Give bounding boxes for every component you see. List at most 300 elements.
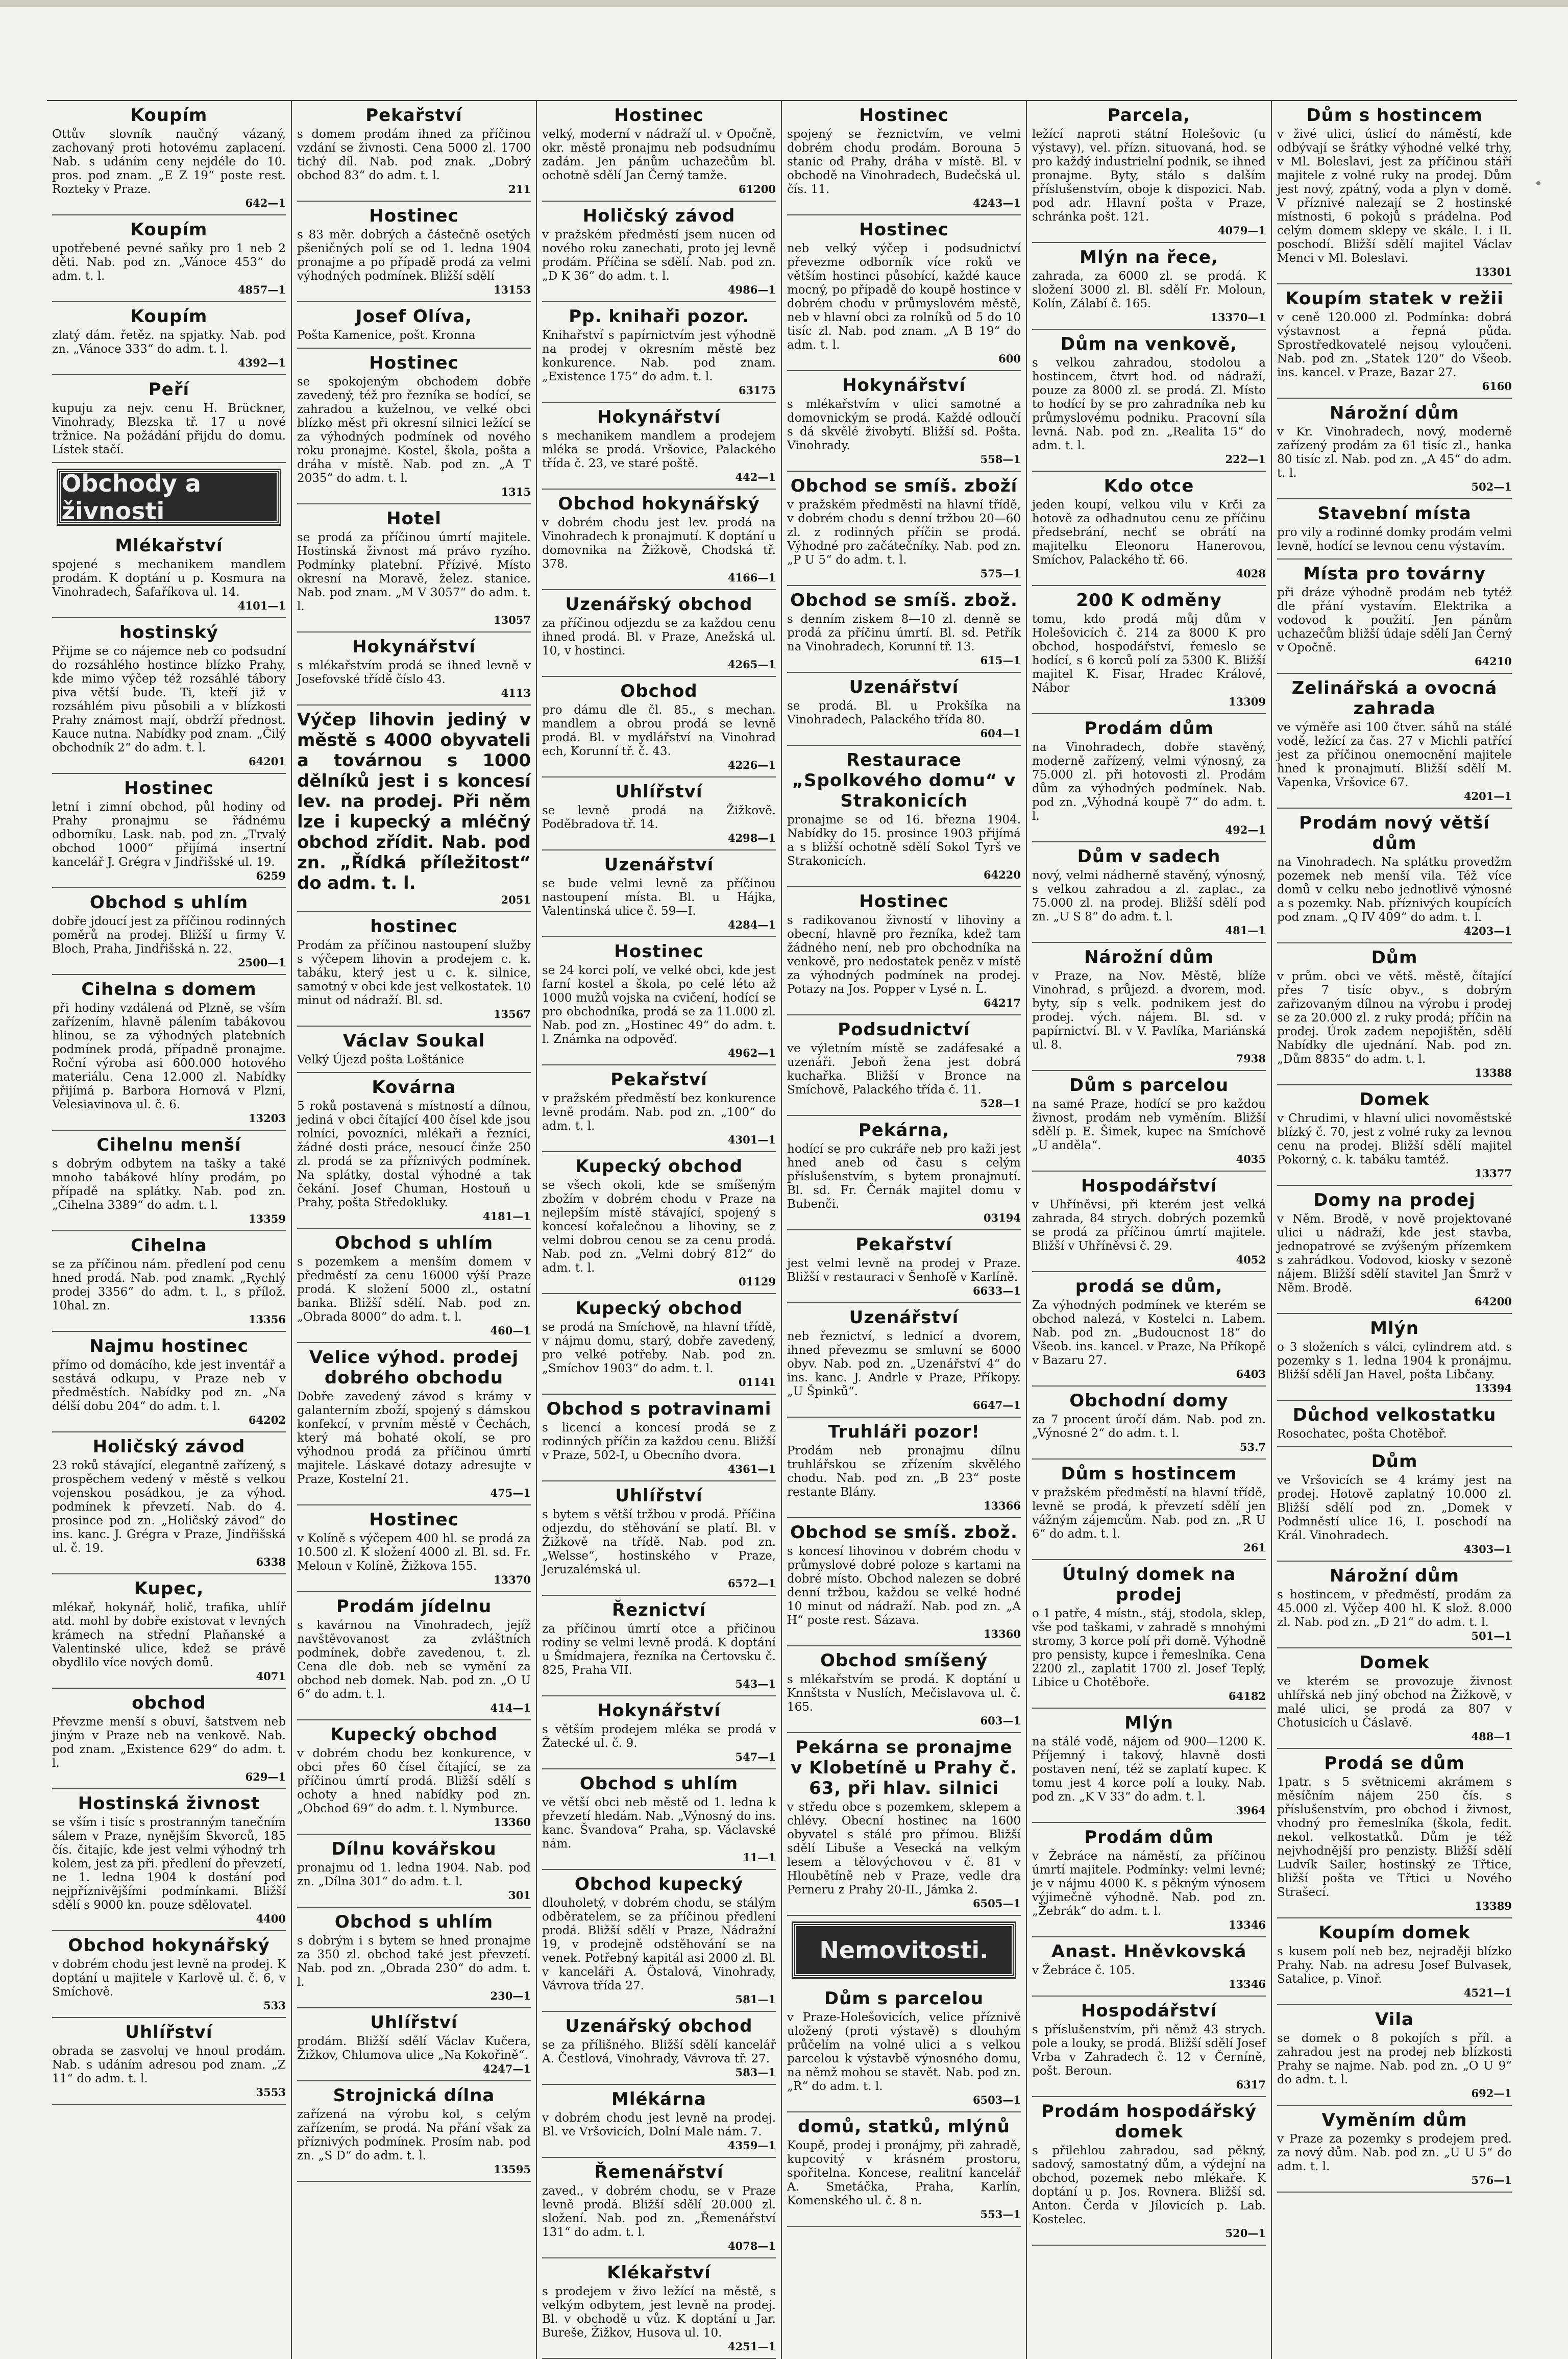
ad-reference-number: 475—1 (490, 1487, 531, 1499)
ad-heading: Dům v sadech (1077, 846, 1221, 867)
classified-ad (297, 2008, 531, 2081)
classified-ads-page (47, 100, 1517, 2353)
classified-ad (542, 202, 776, 302)
classified-ad (297, 202, 531, 302)
classified-ad (1277, 1314, 1512, 1401)
ad-reference-number: 64217 (983, 996, 1021, 1009)
ad-body: s kusem polí neb bez, nejraději blízko Prahy. Nab. na adresu Josef Bulvasek, Satalice, p. Vinoř. (1277, 1945, 1512, 1986)
ad-reference-number: 4400 (256, 1912, 286, 1925)
ad-reference-number: 13346 (1228, 1978, 1266, 1990)
column-4 (782, 101, 1027, 2359)
classified-ad (1277, 101, 1512, 284)
ad-body: s mechanikem mandlem a prodejem mléka se prodá. Vršovice, Palackého třída č. 23, ve staré poště. (542, 429, 776, 470)
ad-heading: Uzenářský obchod (565, 2016, 753, 2036)
ad-reference-number: 4298—1 (727, 832, 776, 844)
ad-body: pro dámu dle čl. 85., s mechan. mandlem a obrou prodá se levně prodá. Bl. v mydlářství na Vinohrad ech, Korunní tř. č. 43. (542, 703, 776, 758)
classified-ad (542, 677, 776, 777)
ad-body: ve Vršovicích se 4 krámy jest na prodej. Hotově zaplatný 10.000 zl. Bližší sdělí pod zn. „Domek v Podmněstí ulice 16, I. poschodí na Král. Vinohradech. (1277, 1474, 1512, 1542)
ad-body: ležící naproti státní Holešovic (u výstavy), vel. přízn. situovaná, hod. se pro každý industrielní podnik, se ihned pronajme. Byty, stálo s dalším příslušenstvím, oboje k dispozici. Nab. pod adr. Hlavní pošta v Praze, schránka pošt. 121. (1032, 128, 1266, 224)
ad-body: s koncesí lihovinou v dobrém chodu v průmyslové dobré poloze s kartami na dobré místo. Obchod nalezen se dobré denní tržbou, každou se velké hodné 10 minut od nádraží. Nab. pod zn. „A H“ poste rest. Sázava. (787, 1545, 1021, 1627)
classified-ad (1032, 943, 1266, 1071)
ad-body: jeden koupí, velkou vilu v Krči za hotově za odhadnutou cenu ze příčinu předsebrání, nechť se obrátí na majitelku Eleonoru Hanerovou, Smíchov, Palackého tř. 66. (1032, 498, 1266, 567)
ad-reference-number: 261 (1243, 1541, 1266, 1554)
ad-body: pronajme se od 16. března 1904. Nabídky do 15. prosince 1903 přijímá a s bližší ochotně sdělí Sokol Tyrš ve Strakonicích. (787, 813, 1021, 868)
ad-reference-number: 533 (263, 1999, 286, 2012)
ad-reference-number: 4359—1 (727, 2139, 776, 2152)
classified-ad (297, 302, 531, 349)
ad-heading: Uhlířství (125, 2022, 213, 2042)
ad-body: 1patr. s 5 světnicemi akrámem s měsíčním nájem 250 čís. s příslušenstvím, pro obchod i živnost, vhodný pro řemeslníka (škola, fedit. nekol. velkostatků. Dům je též nejvhodnější pro penzisty. Bližší sdělí Ludvík Sailer, hostinský ze Třtice, bližší pošta ve Třtici u Nového Strašecí. (1277, 1776, 1512, 1899)
ad-body: letní i zimní obchod, půl hodiny od Prahy pronajmu se řádnému odborníku. Lask. nab. pod zn. „Trvalý obchod 1000“ přijímá insertní kancelář J. Grégra v Jindřišské ul. 19. (52, 800, 286, 869)
ad-heading: Pekařství (855, 1234, 952, 1255)
ad-reference-number: 230—1 (490, 1989, 531, 2002)
ad-body: v Praze, na Nov. Městě, blíže Vinohrad, s průjezd. a dvorem, mod. byty, síp s velk. podnikem jest do prodej. vých. nájem. Bl. sd. v papírnictví. Bl. v V. Pavlíka, Mariánská ul. 8. (1032, 969, 1266, 1052)
classified-ad (297, 1073, 531, 1229)
ad-reference-number: 13567 (493, 1008, 531, 1020)
classified-ad (542, 777, 776, 850)
ad-heading: Domek (1359, 1652, 1430, 1673)
ad-body: se prodá na Smíchově, na hlavní třídě, v nájmu domu, starý, dobře zavedený, pro velké potřeby. Nab. pod zn. „Smíchov 1903“ do adm. t. l. (542, 1321, 776, 1375)
ad-reference-number: 03194 (983, 1211, 1021, 1224)
ad-heading: Dům (1371, 947, 1418, 968)
ad-heading: Hostinec (369, 1510, 459, 1530)
ad-reference-number: 6647—1 (972, 1399, 1021, 1412)
ad-heading: Obchod s uhlím (334, 1233, 494, 1253)
ad-body: s 83 měr. dobrých a částečně osetých pšeničných polí se od 1. ledna 1904 pronajme a po případě prodá za velmi výhodných podmínek. Bližší sdělí (297, 228, 531, 283)
ad-body: Prodám za příčinou nastoupení služby s výčepem lihovin a prodejem c. k. tabáku, který jest u c. k. silnice, samotný v obci kde jest velkostatek. 10 minut od nádraží. Bl. sd. (297, 939, 531, 1007)
classified-ad (1032, 472, 1266, 586)
ad-reference-number: 460—1 (490, 1324, 531, 1337)
column-5 (1027, 101, 1272, 2359)
ad-heading: Podsudnictví (838, 1019, 970, 1040)
classified-ad (52, 888, 286, 975)
ad-body: Přijme se co nájemce neb co podsudní do rozsáhlého hostince blízko Prahy, kde mimo výčep též rozsáhlé tábory piva větší bude. Ti, kteří již v rozsáhlém pivu působili a v blízkosti Prahy známost mají, obdrží přednost. Kauce nutna. Nabídky pod znam. „Čilý obchodník 2“ do adm. t. l. (52, 645, 286, 755)
ad-heading: Josef Olíva, (355, 306, 473, 327)
classified-ad (52, 1332, 286, 1432)
ad-body: tomu, kdo prodá můj dům v Holešovicích č. 214 za 8000 K pro obchod, hospodářství, řemeslo se hodící, s 6 korců polí za 5300 K. Bližší majitel K. Fisar, Hradec Králové, Nábor (1032, 613, 1266, 695)
ad-heading: prodá se dům, (1075, 1276, 1223, 1297)
ad-reference-number: 4392—1 (237, 356, 286, 369)
ad-heading: Dům s parcelou (824, 1988, 984, 2009)
classified-ad (787, 1984, 1021, 2112)
ad-body: přímo od domácího, kde jest inventář a sestává odkupu, v Praze neb v předměstích. Nabídky pod zn. „Na délší dobu 204“ do adm. t. l. (52, 1358, 286, 1413)
classified-ad (787, 1116, 1021, 1230)
ad-body: se za příčinou nám. předlení pod cenu hned prodá. Nab. pod znamk. „Rychlý prodej 3356“ do adm. t. l., s přílož. 10hal. zn. (52, 1258, 286, 1312)
classified-ad (787, 101, 1021, 215)
ad-reference-number: 692—1 (1471, 2087, 1512, 2100)
ad-body: s větším prodejem mléka se prodá v Žatecké ul. č. 9. (542, 1723, 776, 1750)
ad-body: Velký Újezd pošta Loštánice (297, 1053, 464, 1066)
ad-body: v prům. obci ve větš. městě, čítající přes 7 tisíc obyv., s dobrým zařizovaným dílnou na výrobu i prodej se za 20.000 zl. z ruky prodá; příčin na prodej. Úrok zadem nepojištěn, sdělí Nabídky dle ujednání. Nab. pod zn. „Dům 8835“ do adm. t. l. (1277, 970, 1512, 1066)
ad-body: v Kr. Vinohradech, nový, moderně zařízený prodám za 61 tisíc zl., hanka 80 tisíc zl. Nab. pod zn. „A 45“ do adm. t. l. (1277, 425, 1512, 480)
classified-ad (1277, 499, 1512, 560)
ad-body: ve kterém se provozuje živnost uhlířská neb jiný obchod na Žižkově, v malé ulici, se prodá za 807 v Chotusicích u Čáslavě. (1277, 1675, 1512, 1730)
ad-reference-number: 11—1 (743, 1851, 776, 1864)
ad-reference-number: 4962—1 (727, 1047, 776, 1059)
classified-ad (787, 746, 1021, 887)
ad-body: v dobrém chodu jest levně na prodej. Bl. ve Vršovicích, Dolní Male nám. 7. (542, 2111, 776, 2138)
classified-ad (787, 371, 1021, 472)
ad-reference-number: 6317 (1236, 2078, 1266, 2091)
ad-body: za příčinou úmrtí otce a přičinou rodiny se velmi levně prodá. K doptání u Šmídmajera, řezníka na Čertovsku č. 825, Praha VII. (542, 1622, 776, 1677)
ad-heading: Obchod s potravinami (546, 1399, 772, 1419)
classified-ad (52, 1931, 286, 2018)
classified-ad (787, 586, 1021, 673)
ad-heading: Koupím statek v režii (1285, 288, 1504, 309)
ad-reference-number: 604—1 (980, 727, 1021, 740)
classified-ad (1277, 1447, 1512, 1562)
ad-heading: Hostinec (614, 105, 704, 126)
classified-ad (542, 1395, 776, 1481)
ad-reference-number: 4284—1 (727, 918, 776, 931)
ad-heading: Truhláři pozor! (828, 1422, 980, 1442)
ad-body: s dobrým odbytem na tašky a také mnoho tabákové hlíny prodám, po případě na splátky. Nab. pod zn. „Cihelna 3389“ do adm. t. l. (52, 1157, 286, 1212)
ad-body: neb řeznictví, s lednicí a dvorem, ihned převezmu se smluvní se 6000 obyv. Nab. pod zn. „Uzenářství 4“ do ins. kanc. J. Andrle v Praze, Příkopy. „U Špinků“. (787, 1330, 1021, 1398)
ad-body: na stálé vodě, nájem od 900—1200 K. Příjemný i takový, hlavně dosti postaven není, též se zaplatí kupec. K tomu jest 4 korce polí a louky. Nab. pod zn. „K V 33“ do adm. t. l. (1032, 1735, 1266, 1804)
ad-body: v středu obce s pozemkem, sklepem a chlévy. Obecní hostinec na 1600 obyvatel s stálé pro přímou. Bližší sdělí Libuše a Vesecká na velkým lesem a tělovýchovou v č. 81 v Hloubětíně neb v Praze, vedle dra Perneru z Prahy 20-II., Jámka 2. (787, 1801, 1021, 1896)
ad-body: o 3 složeních s válci, cylindrem atd. s pozemky s 1. ledna 1904 k pronájmu. Bližší sdělí Jan Havel, pošta Libčany. (1277, 1341, 1512, 1381)
classified-ad (542, 1152, 776, 1294)
classified-ad (52, 1432, 286, 1574)
ad-body: spojený se řeznictvím, ve velmi dobrém chodu prodám. Borouna 5 stanic od Prahy, dráha v místě. Bl. v obchodě na Vinohradech, Budečská ul. čís. 11. (787, 128, 1021, 196)
classified-ad (787, 1418, 1021, 1518)
section-banner: Nemovitosti. (793, 1923, 1014, 1977)
ad-heading: Uzenářský obchod (565, 594, 753, 615)
classified-ad (1032, 1823, 1266, 1937)
ad-reference-number: 6633—1 (972, 1284, 1021, 1297)
classified-ad (297, 1027, 531, 1073)
ad-body: kupuju za nejv. cenu H. Brückner, Vinohrady, Blezska tř. 17 u nové tržnice. Na požádání přijdu do domu. Lístek stačí. (52, 402, 286, 456)
classified-ad (52, 1574, 286, 1689)
ad-heading: Václav Soukal (342, 1031, 485, 1051)
classified-ad (1032, 1172, 1266, 1272)
ad-reference-number: 600 (998, 352, 1021, 365)
ad-body: ve větší obci neb městě od 1. ledna k převzetí hledám. Nab. „Výnosný do ins. kanc. Švandova“ Praha, sp. Václavské nám. (542, 1796, 776, 1851)
classified-ad (1032, 586, 1266, 714)
ad-reference-number: 4071 (256, 1670, 286, 1683)
classified-ad (787, 1646, 1021, 1733)
ad-heading: Klékařství (607, 2263, 711, 2283)
column-3 (537, 101, 782, 2359)
ad-heading: Koupím (130, 306, 208, 327)
ad-reference-number: 442—1 (735, 471, 776, 483)
ad-reference-number: 13370—1 (1210, 311, 1266, 324)
ad-heading: Dílnu kovářskou (331, 1839, 497, 1859)
classified-ad (1277, 2005, 1512, 2106)
classified-ad (1032, 1937, 1266, 1997)
ad-reference-number: 2051 (501, 893, 531, 906)
ad-reference-number: 6160 (1482, 380, 1512, 393)
ad-reference-number: 6338 (256, 1555, 286, 1568)
ad-body: za 7 procent úročí dám. Nab. pod zn. „Výnosné 2“ do adm. t. l. (1032, 1413, 1266, 1440)
classified-ad (1032, 330, 1266, 472)
classified-ad (297, 912, 531, 1027)
ad-heading: Cihelnu menší (96, 1135, 241, 1155)
ad-reference-number: 3964 (1236, 1804, 1266, 1817)
ad-reference-number: 64200 (1474, 1295, 1512, 1308)
classified-ad (542, 302, 776, 403)
classified-ad (1277, 1648, 1512, 1749)
ad-body: mlékař, hokynář, holič, trafika, uhlíř atd. mohl by dobře existovat v levných krámech na střední Plaňanské a Valentinské ulice, kdež se právě obydlilo více nových domů. (52, 1601, 286, 1669)
classified-ad (542, 1065, 776, 1152)
ad-body: ve výměře asi 100 čtver. sáhů na stálé vodě, ležící za čas. 27 v Michli patřící jest za příčinou onemocnění majitele hned k pronajmutí. Bližší sdělí M. Vapenka, Vršovice 67. (1277, 721, 1512, 789)
classified-ad (1277, 2106, 1512, 2193)
ad-reference-number: 7938 (1236, 1052, 1266, 1065)
ad-heading: Restaurace „Spolkového domu“ v Strakonicích (792, 750, 1016, 811)
classified-ad (1277, 1085, 1512, 1186)
ad-body: Ottův slovník naučný vázaný, zachovaný proti hotovému zaplacení. Nab. s udáním ceny nejdéle do 10. pros. pod znam. „E Z 19“ poste rest. Rozteky v Praze. (52, 128, 286, 196)
ad-body: Koupě, prodej i pronájmy, při zahradě, kupcovitý v krásném prostoru, spořitelna. Koncese, realitní kancelář A. Smetáčka, Praha, Karlín, Komenského ul. č. 8 n. (787, 2139, 1021, 2207)
ad-body: v dobrém chodu bez konkurence, v obci přes 60 čísel čítající, se za příčinou úmrtí prodá. Bližší sdělí s ochoty a hned nabídky pod zn. „Obchod 69“ do adm. t. l. Nymburce. (297, 1747, 531, 1815)
classified-ad (52, 101, 286, 215)
ad-body: s radikovanou živností v lihoviny a obecní, hlavně pro řezníka, kdež tam žádného není, neb pro obchodníka na venkově, pro nedostatek peněz v místě za výhodných podmínek na prodej. Potazy na Jos. Popper v Lysé n. L. (787, 914, 1021, 996)
ad-body: Rosochatec, pošta Chotěboř. (1277, 1427, 1447, 1441)
ad-reference-number: 414—1 (490, 1701, 531, 1714)
classified-ad (787, 1733, 1021, 1916)
page-edge-shadow (0, 0, 1568, 7)
ad-body: při hodiny vzdálená od Plzně, se vším zařízením, hlavně pálením tabákovou hlinou, se za výhodných platebních podmínek prodá, případně pronajme. Roční výroba asi 600.000 hotového materiálu. Cena 12.000 zl. Nabídky přijímá p. Barbora Hornová v Plzni, Velesiavinova ul. č. 6. (52, 1002, 286, 1111)
classified-ad (297, 1343, 531, 1505)
ad-reference-number: 4265—1 (727, 658, 776, 671)
ad-reference-number: 13360 (983, 1627, 1021, 1640)
ad-reference-number: 4201—1 (1463, 790, 1512, 802)
ad-body: v Praze-Holešovicích, velice příznivě uložený (proti výstavě) s dlouhým průčelím na volné ulici a s velkou parcelou k výstavbě výnosného domu, na němž mohou se stavět. Nab. pod zn. „R“ do adm. t. l. (787, 2011, 1021, 2093)
classified-ad (1032, 243, 1266, 330)
ad-reference-number: 6572—1 (727, 1577, 776, 1590)
classified-ad (1277, 1401, 1512, 1447)
ad-body: s prodejem v živo ležící na městě, s velkým odbytem, jest levně na prodej. Bl. v obchodě u vůz. K doptání u Jar. Bureše, Žižkov, Husova ul. 10. (542, 2285, 776, 2340)
classified-ad (787, 215, 1021, 371)
ad-heading: Vila (1375, 2009, 1414, 2030)
section-banner: Obchody a živnosti (58, 470, 279, 524)
ad-heading: Vyměním dům (1321, 2110, 1467, 2130)
classified-ad (1032, 1387, 1266, 1460)
ad-body: Výčep lihovin jediný v městě s 4000 obyvateli a továrnou s 1000 dělníků jest i s koncesí lev. na prodej. Při něm lze i kupecký a mléčný obchod zřídit. Nab. pod zn. „Řídká příležitost“ do adm. t. l. (297, 710, 531, 893)
ad-heading: Uhlířství (615, 1486, 703, 1506)
ad-body: v živé ulici, úslicí do náměstí, kde odbývají se šrátky výhodné velké trhy, v Ml. Boleslavi, jest za příčinou stáří majitele z volné ruky na prodej. Dům jest nový, zpátný, voda a plyn v domě. V příznivé nalezají se 2 hostinské místnosti, 6 pokojů s prádelna. Pod celým domem sklepy ve skále. I. i II. poschodí. Bližší sdělí majitel Václav Menci v Ml. Boleslavi. (1277, 128, 1512, 265)
ad-heading: Obchod s uhlím (334, 1912, 494, 1932)
ad-heading: Hostinec (614, 941, 704, 962)
ad-heading: Zelinářská a ovocná zahrada (1291, 678, 1498, 719)
classified-ad (787, 1518, 1021, 1646)
classified-ad (297, 1908, 531, 2008)
ad-body: v pražském předměstí na hlavní třídě, v dobrém chodu s denní tržbou 20—60 zl. z rodinných příčin se prodá. Výhodné pro začátečníky. Nab. pod zn. „P U 5“ do adm. t. l. (787, 498, 1021, 567)
ad-reference-number: 64182 (1228, 1690, 1266, 1703)
ad-body: nový, velmi nádherně stavěný, výnosný, s velkou zahradou a zl. zaplac., za 75.000 zl. na prodej. Bližší sdělí pod zn. „U S 8“ do adm. t. l. (1032, 869, 1266, 923)
ad-body: při dráze výhodně prodám neb tytéž dle přání vystavím. Elektrika a vodovod k použití. Jen pánům uchazečům bližší údaje sdělí Jan Černý v Opočně. (1277, 586, 1512, 654)
ad-heading: Holičský závod (582, 206, 736, 226)
ad-heading: Důchod velkostatku (1292, 1405, 1497, 1425)
classified-ad (542, 1294, 776, 1395)
classified-ad (787, 887, 1021, 1015)
ad-reference-number: 543—1 (735, 1677, 776, 1690)
ad-reference-number: 4035 (1236, 1153, 1266, 1165)
classified-ad (1277, 1562, 1512, 1648)
classified-ad (52, 215, 286, 302)
ad-reference-number: 64220 (983, 868, 1021, 881)
ad-body: s licencí a koncesí prodá se z rodinných příčin za každou cenu. Bližší v Praze, 502-I, u Obecního dvora. (542, 1421, 776, 1462)
ad-body: v Praze za pozemky s prodejem pred. za nový dům. Nab. pod zn. „U U 5“ do adm. t. l. (1277, 2132, 1512, 2173)
ad-heading: Peří (148, 379, 190, 400)
ad-heading: Hokynářství (352, 637, 476, 657)
classified-ad (52, 975, 286, 1131)
ad-reference-number: 13356 (248, 1313, 286, 1326)
classified-ad (542, 490, 776, 590)
ad-body: v pražském předměstí bez konkurence levně prodám. Nab. pod zn. „100“ do adm. t. l. (542, 1092, 776, 1133)
ad-body: Převzme menší s obuví, šatstvem neb jiným v Praze neb na venkově. Nab. pod znam. „Existence 629“ do adm. t. l. (52, 1715, 286, 1770)
ad-heading: Uzenářství (849, 677, 959, 697)
classified-ad (52, 302, 286, 375)
ad-body: Pošta Kamenice, pošt. Kronna (297, 329, 476, 342)
ad-body: se prodá. Bl. u Prokšíka na Vinohradech, Palackého třída 80. (787, 699, 1021, 726)
ad-body: zaved., v dobrém chodu, se v Praze levně prodá. Bližší sdělí 20.000 zl. složení. Nab. pod zn. „Řemenářství 131“ do adm. t. l. (542, 2184, 776, 2239)
classified-ad (1277, 943, 1512, 1085)
classified-ad (542, 2085, 776, 2158)
classified-ad (1032, 1709, 1266, 1823)
ad-body: s velkou zahradou, stodolou a hostincem, čtvrt hod. od nádraží, pouze za 8000 zl. se prodá. Zl. Místo to hodící by se pro zahradníka neb ku průmyslovému podniku. Pracovní síla levná. Nab. pod zn. „Realita 15“ do adm. t. l. (1032, 356, 1266, 452)
ad-reference-number: 501—1 (1471, 1630, 1512, 1642)
ad-reference-number: 53.7 (1239, 1441, 1266, 1453)
ad-heading: Mlýn (1124, 1713, 1173, 1733)
classified-ad (52, 1689, 286, 1789)
ad-heading: Hostinec (859, 220, 949, 240)
ad-body: na Vinohradech, dobře stavěný, moderně zařízený, velmi výnosný, za 75.000 zl. při hotovosti zl. Prodám dům za výhodných podmínek. Nab. pod zn. „Výhodná koupě 7“ do adm. t. l. (1032, 741, 1266, 823)
ad-heading: Kovárna (372, 1077, 456, 1098)
classified-ad (542, 1596, 776, 1696)
classified-ad (1277, 399, 1512, 499)
ad-heading: Dům s hostincem (1306, 105, 1483, 126)
ad-heading: Uzenářství (604, 855, 714, 875)
classified-ad (787, 1015, 1021, 1116)
ad-body: Dobře zavedený závod s krámy v galanterním zboží, spojený s dámskou konfekcí, v prvním městě v Čechách, který má bohaté okolí, se pro výhodnou prodá za příčinou úmrtí majitele. Láskavé dotazy adresujte v Praze, Kostelní 21. (297, 1390, 531, 1486)
ad-heading: Prodám dům (1084, 1827, 1214, 1847)
classified-ad (297, 101, 531, 202)
ad-heading: Cihelna (131, 1235, 207, 1256)
ad-body: s denním ziskem 8—10 zl. denně se prodá za příčinu úmrtí. Bl. sd. Petřík na Vinohradech, Korunní tř. 13. (787, 613, 1021, 653)
ad-body: s mlékařstvím se prodá. K doptání u Knnštsta v Nuslích, Mečislavova ul. č. 165. (787, 1673, 1021, 1714)
ad-heading: 200 K odměny (1076, 590, 1222, 611)
ad-body: se levně prodá na Žižkově. Poděbradova tř. 14. (542, 804, 776, 831)
ad-body: s pozemkem a menším domem v předměstí za cenu 16000 výší Praze prodá. K složení 5000 zl., ostatní banka. Bližší sdělí. Nab. pod zn. „Obrada 8000“ do adm. t. l. (297, 1255, 531, 1324)
ad-body: v pražském předměstí jsem nucen od nového roku zanechati, proto jej levně prodám. Příčina se sdělí. Nab. pod zn. „D K 36“ do adm. t. l. (542, 228, 776, 283)
ad-heading: Kdo otce (1104, 476, 1194, 496)
ad-heading: Řemenářství (594, 2162, 724, 2182)
ad-body: spojené s mechanikem mandlem prodám. K doptání u p. Kosmura na Vinohradech, Šafaříkova ul. 14. (52, 558, 286, 599)
ad-heading: Najmu hostinec (89, 1336, 249, 1356)
ad-body: v Uhříněvsi, při kterém jest velká zahrada, 84 strych. dobrých pozemků se prodá za příčinou úmrtí majitele. Bližší v Uhříněvsi č. 29. (1032, 1198, 1266, 1253)
ad-heading: Stavební místa (1317, 503, 1472, 524)
ad-heading: hostinec (370, 916, 458, 937)
ad-reference-number: 581—1 (735, 1993, 776, 2006)
classified-ad (1032, 101, 1266, 243)
ad-heading: Obchod se smíš. zbož. (790, 1522, 1018, 1543)
ad-reference-number: 01141 (738, 1376, 776, 1389)
ad-body: 5 roků postavená s místností a dílnou, jediná v obci čítající 400 čísel kde jsou rolníci, povozníci, mlékaři a řezníci, žádné dosti práce, nesoucí činže 250 zl. prodá se za příznivých podmínek. Na splátky, dostal výhodné a tak čekání. Josef Chuman, Hostouň u Prahy, pošta Středokluky. (297, 1100, 531, 1209)
ad-heading: Cihelna s domem (81, 979, 257, 1000)
ad-reference-number: 4986—1 (727, 283, 776, 296)
ad-heading: domů, statků, mlýnů (798, 2117, 1010, 2137)
ad-body: na Vinohradech. Na splátku provedžm pozemek neb menší vila. Též více domů v celku nebo jednotlivě výnosné a s pozemky. Nab. příznivých koupících pod znam. „Q IV 409“ do adm. t. l. (1277, 856, 1512, 924)
classified-ad (1277, 674, 1512, 809)
ad-reference-number: 13366 (983, 1499, 1021, 1512)
ad-heading: Holičský závod (92, 1437, 246, 1457)
classified-ad (787, 2112, 1021, 2227)
ad-body: s kavárnou na Vinohradech, jejíž navštěvovanost za zvláštních podmínek, dobře zavedenou, t. zl. Cena dle dob. neb se vymění za obchod neb domek. Nab. pod zn. „O U 6“ do adm. t. l. (297, 1619, 531, 1701)
ad-body: se domek o 8 pokojích s příl. a zahradou jest na prodej neb blízkosti Prahy se najme. Nab. pod zn. „O U 9“ do adm. t. l. (1277, 2032, 1512, 2086)
classified-ad (542, 1481, 776, 1596)
ad-body: za příčinou odjezdu se za každou cenu ihned prodá. Bl. v Praze, Anežská ul. 10, v hostinci. (542, 617, 776, 658)
ad-body: 23 roků stávající, elegantně zařízený, s prospěchem vedený v městě s velkou vojenskou posádkou, je za výhod. podmínek k převzetí. Nab. do 4. prosince pod zn. „Holičský závod“ do ins. kanc. J. Grégra v Praze, Jindřišská ul. č. 19. (52, 1459, 286, 1555)
ad-heading: Pekařství (365, 105, 462, 126)
ad-heading: Uzenářství (849, 1307, 959, 1328)
ad-body: v dobrém chodu jest levně na prodej. K doptání u majitele v Karlově ul. č. 6, v Smíchově. (52, 1958, 286, 1999)
ad-reference-number: 13595 (493, 2163, 531, 2176)
ad-body: velký, moderní v nádraží ul. v Opočně, okr. městě pronajmu neb podsudnímu zadám. Jen pánům uchazečům bl. ochotně sdělí Jan Černý tamže. (542, 128, 776, 182)
ad-reference-number: 13153 (493, 283, 531, 296)
ad-reference-number: 4166—1 (727, 571, 776, 584)
ad-reference-number: 642—1 (245, 197, 286, 209)
ad-body: zahrada, za 6000 zl. se prodá. K složení 3000 zl. Bl. sdělí Fr. Moloun, Kolín, Zálabí č. 165. (1032, 270, 1266, 310)
ad-heading: Mlýn (1370, 1318, 1419, 1339)
ad-heading: Obchod kupecký (574, 1874, 744, 1894)
ad-heading: Nárožní dům (1084, 947, 1214, 967)
ad-body: pro vily a rodinné domky prodám velmi levně, hodící se levnou cenu výstavím. (1277, 526, 1512, 553)
ad-heading: Hostinská živnost (78, 1793, 260, 1814)
ad-reference-number: 211 (508, 183, 531, 196)
ad-body: v ceně 120.000 zl. Podmínka: dobrá výstavnost a řepná půda. Sprostředkovatelé nejsou vyloučeni. Nab. pod zn. „Statek 120“ do Všeob. ins. kancel. v Praze, Bazar 27. (1277, 311, 1512, 379)
classified-ad (297, 706, 531, 912)
ad-heading: Obchod (620, 681, 698, 701)
classified-ad (787, 1230, 1021, 1303)
ad-reference-number: 575—1 (980, 567, 1021, 580)
ad-reference-number: 13057 (493, 614, 531, 626)
ad-heading: Obchod se smíš. zboží (790, 476, 1018, 496)
ad-reference-number: 502—1 (1471, 480, 1512, 493)
ad-reference-number: 13346 (1228, 1918, 1266, 1931)
ad-body: s hostincem, v předměstí, prodám za 45.000 zl. Výčep 400 hl. K slož. 8.000 zl. Nab. pod zn. „D 21“ do adm. t. l. (1277, 1588, 1512, 1629)
ad-reference-number: 6503—1 (972, 2094, 1021, 2106)
classified-ad (1277, 560, 1512, 674)
ad-heading: obchod (132, 1693, 206, 1713)
ad-reference-number: 547—1 (735, 1750, 776, 1763)
classified-ad (52, 1231, 286, 1332)
ad-reference-number: 64201 (248, 755, 286, 768)
ad-reference-number: 603—1 (980, 1714, 1021, 1727)
ad-reference-number: 520—1 (1225, 2227, 1266, 2240)
ad-heading: Pekárna, (858, 1120, 950, 1140)
ad-reference-number: 4301—1 (727, 1133, 776, 1146)
ad-reference-number: 4226—1 (727, 759, 776, 771)
ad-reference-number: 13377 (1474, 1167, 1512, 1180)
classified-ad (52, 1789, 286, 1931)
ad-heading: Obchod s uhlím (579, 1773, 739, 1794)
ad-heading: Pp. knihaři pozor. (569, 306, 749, 327)
ad-reference-number: 4101—1 (237, 599, 286, 612)
ad-body: s bytem s větší tržbou v prodá. Příčina odjezdu, do stěhování se platí. Bl. v Žižkově na třídě. Nab. pod zn. „Welsse“, hostinského v Praze, Jeruzalémská ul. (542, 1508, 776, 1576)
ad-reference-number: 4052 (1236, 1253, 1266, 1266)
ad-heading: Strojnická dílna (333, 2085, 495, 2106)
classified-ad (542, 1696, 776, 1769)
ad-body: zařízená na výrobu kol, s celým zařízením, se prodá. Na přání však za příznivých podmínek. Prosím nab. pod zn. „S D“ do adm. t. l. (297, 2108, 531, 2162)
classified-ad (1277, 1918, 1512, 2005)
ad-body: s příslušenstvím, při němž 43 strych. pole a louky, se prodá. Bližší sdělí Josef Vrba v Zahradech č. 12 v Černíně, pošt. Beroun. (1032, 2023, 1266, 2078)
classified-ad (1032, 2097, 1266, 2246)
ad-reference-number: 1315 (501, 485, 531, 498)
ad-body: se vším i tisíc s prostranným tanečním sálem v Praze, nynějším Skvorců, 185 čís. čitajíc, kde jest velmi výhodný trh kolem, jest za při. předlení do převzetí, ne 1. ledna 1904 k dostání pod nejpříznivějšími podmínkami. Bližší sdělí s 9000 kn. pouze sdělovatel. (52, 1816, 286, 1912)
classified-ad (542, 1870, 776, 2012)
classified-ad (542, 850, 776, 937)
ad-heading: Koupím (130, 105, 208, 126)
